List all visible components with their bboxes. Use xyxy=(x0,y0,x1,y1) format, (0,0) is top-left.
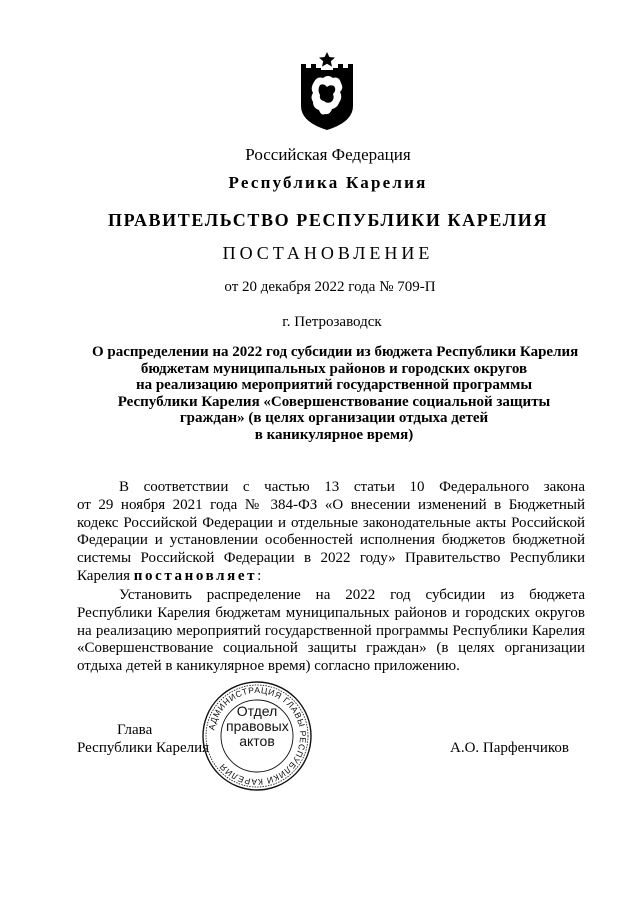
karelia-coat-of-arms-icon xyxy=(297,52,357,130)
paragraph-line: Установить распределение на 2022 год субсидии из бюджета xyxy=(119,587,585,603)
decree-word: постановляет xyxy=(133,567,258,584)
title-line: на реализацию мероприятий государственной программы xyxy=(135,377,533,394)
signatory-title: Глава xyxy=(117,722,153,738)
paragraph-line: отдыха детей в каникулярное время) согласно приложению. xyxy=(77,658,460,675)
signatory-organization: Республики Карелия xyxy=(77,740,210,756)
paragraph-line: В соответствии с частью 13 статьи 10 Федерального закона xyxy=(119,479,585,495)
decision-paragraph xyxy=(77,587,585,676)
paragraph-line: Республики Карелия бюджетам муниципальных районов и городских округов xyxy=(77,604,585,621)
paragraph-line: системы Российской Федерации в 2022 году» Правительство Республики xyxy=(77,550,585,567)
paragraph-line-prefix: Карелия xyxy=(77,567,131,584)
paragraph-line-suffix: : xyxy=(257,567,262,584)
title-line: в каникулярное время) xyxy=(254,426,414,443)
republic-name: Республика Карелия xyxy=(228,173,428,192)
country-name: Российская Федерация xyxy=(245,145,411,164)
paragraph-line xyxy=(77,568,585,586)
paragraph-line: от 29 ноября 2021 года № 384-ФЗ «О внесении изменений в Бюджетный xyxy=(77,496,585,513)
government-name: ПРАВИТЕЛЬСТВО РЕСПУБЛИКИ КАРЕЛИЯ xyxy=(108,210,548,230)
title-line: Республики Карелия «Совершенствование социальной защиты xyxy=(117,393,551,410)
paragraph-line: «Совершенствование социальной защиты граждан» (в целях организации xyxy=(77,640,585,657)
preamble-paragraph xyxy=(77,479,585,586)
document-title xyxy=(92,344,579,444)
stamp-ring-text: АДМИНИСТРАЦИЯ ГЛАВЫ РЕСПУБЛИКИ КАРЕЛИЯ xyxy=(206,684,309,788)
title-line: граждан» (в целях организации отдыха детей xyxy=(179,410,489,427)
stamp-line: Отдел xyxy=(236,703,278,719)
title-line: бюджетам муниципальных районов и городских округов xyxy=(140,360,528,377)
document-city: г. Петрозаводск xyxy=(282,314,382,330)
paragraph-line: Федерации и установлении особенностей исполнения бюджетов бюджетной xyxy=(77,532,585,549)
stamp-line: правовых xyxy=(226,718,289,734)
title-line: О распределении на 2022 год субсидии из бюджета Республики Карелия xyxy=(92,344,579,360)
paragraph-line: на реализацию мероприятий государственной программы Республики Карелия xyxy=(77,622,585,639)
document-type: ПОСТАНОВЛЕНИЕ xyxy=(222,243,434,263)
stamp-line: актов xyxy=(239,733,275,749)
stamp-center-text xyxy=(226,704,288,749)
paragraph-line: кодекс Российской Федерации и отдельные законодательные акты Российской xyxy=(77,514,585,531)
document-date-number: от 20 декабря 2022 года № 709-П xyxy=(224,279,436,295)
signatory-name: А.О. Парфенчиков xyxy=(450,740,569,756)
